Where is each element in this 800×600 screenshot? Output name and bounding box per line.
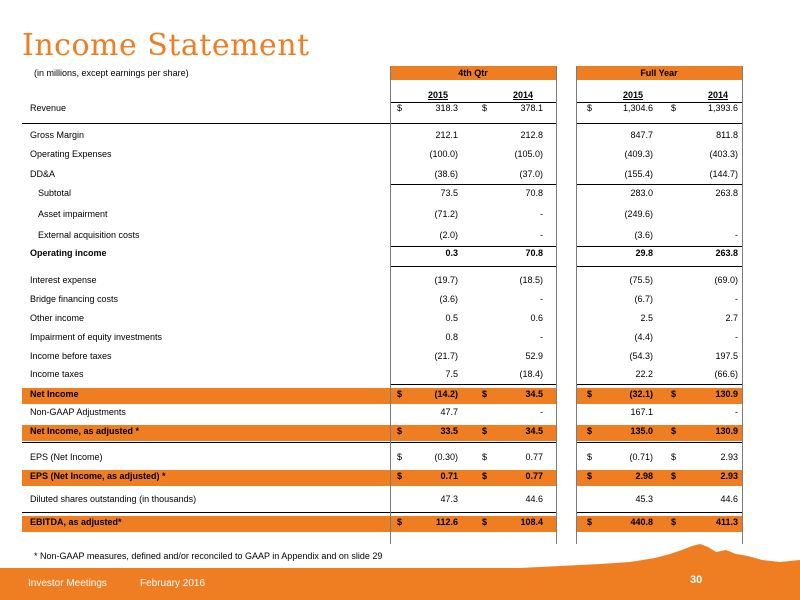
cell-value: - bbox=[540, 294, 543, 304]
cell-value: 0.77 bbox=[525, 471, 543, 481]
row-label: Impairment of equity investments bbox=[30, 332, 163, 342]
cell-value: 2.98 bbox=[635, 471, 653, 481]
cell-value: 34.5 bbox=[525, 389, 543, 399]
currency-symbol: $ bbox=[587, 517, 593, 527]
currency-symbol: $ bbox=[482, 389, 488, 399]
row-label: Asset impairment bbox=[38, 209, 108, 219]
divider bbox=[390, 384, 556, 385]
cell-value: 263.8 bbox=[715, 188, 738, 198]
cell-value: 411.3 bbox=[715, 517, 738, 527]
cell-value: - bbox=[540, 230, 543, 240]
currency-symbol: $ bbox=[587, 452, 593, 462]
row-label: Interest expense bbox=[30, 275, 97, 285]
row-label: EBITDA, as adjusted* bbox=[30, 517, 122, 527]
currency-symbol: $ bbox=[587, 471, 593, 481]
currency-symbol: $ bbox=[482, 452, 488, 462]
cell-value: 135.0 bbox=[630, 426, 653, 436]
cell-value: - bbox=[735, 407, 738, 417]
cell-value: (100.0) bbox=[429, 149, 458, 159]
cell-value: (21.7) bbox=[434, 351, 458, 361]
currency-symbol: $ bbox=[587, 389, 593, 399]
currency-symbol: $ bbox=[587, 426, 593, 436]
footer-bar bbox=[0, 568, 800, 600]
cell-value: 130.9 bbox=[715, 389, 738, 399]
divider bbox=[390, 442, 556, 443]
cell-value: 0.6 bbox=[530, 313, 543, 323]
footnote: * Non-GAAP measures, defined and/or reconciled to GAAP in Appendix and on slide 29 bbox=[34, 551, 383, 561]
divider bbox=[576, 266, 742, 267]
cell-value: (4.4) bbox=[634, 332, 653, 342]
row-label: Income taxes bbox=[30, 369, 84, 379]
cell-value: 1,304.6 bbox=[622, 103, 653, 113]
cell-value: (14.2) bbox=[434, 389, 458, 399]
row-label: Non-GAAP Adjustments bbox=[30, 407, 126, 417]
currency-symbol: $ bbox=[397, 452, 403, 462]
cell-value: 108.4 bbox=[520, 517, 543, 527]
divider bbox=[390, 512, 556, 513]
divider bbox=[576, 123, 742, 124]
column-border bbox=[556, 66, 557, 544]
row-label: Net Income bbox=[30, 389, 79, 399]
row-label: Diluted shares outstanding (in thousands) bbox=[30, 494, 197, 504]
cell-value: 2.93 bbox=[720, 471, 738, 481]
cell-value: - bbox=[540, 332, 543, 342]
footer-event: Investor Meetings bbox=[28, 578, 107, 589]
currency-symbol: $ bbox=[671, 389, 677, 399]
cell-value: (66.6) bbox=[714, 369, 738, 379]
cell-value: 47.3 bbox=[440, 494, 458, 504]
cell-value: 318.3 bbox=[435, 103, 458, 113]
cell-value: 112.6 bbox=[435, 517, 458, 527]
column-group-header: Full Year bbox=[640, 68, 678, 78]
cell-value: 283.0 bbox=[630, 188, 653, 198]
cell-value: (0.30) bbox=[434, 452, 458, 462]
currency-symbol: $ bbox=[671, 471, 677, 481]
currency-symbol: $ bbox=[482, 517, 488, 527]
cell-value: (2.0) bbox=[439, 230, 458, 240]
currency-symbol: $ bbox=[397, 103, 403, 113]
cell-value: 45.3 bbox=[635, 494, 653, 504]
cell-value: (18.4) bbox=[519, 369, 543, 379]
cell-value: 263.8 bbox=[715, 248, 738, 258]
cell-value: 197.5 bbox=[715, 351, 738, 361]
row-label: External acquisition costs bbox=[38, 230, 140, 240]
cell-value: 29.8 bbox=[635, 248, 653, 258]
cell-value: 34.5 bbox=[525, 426, 543, 436]
cell-value: 0.5 bbox=[445, 313, 458, 323]
cell-value: - bbox=[540, 407, 543, 417]
currency-symbol: $ bbox=[397, 517, 403, 527]
divider bbox=[390, 123, 556, 124]
cell-value: (409.3) bbox=[624, 149, 653, 159]
cell-value: 811.8 bbox=[716, 130, 738, 140]
cell-value: (3.6) bbox=[439, 294, 458, 304]
cell-value: 70.8 bbox=[525, 188, 543, 198]
cell-value: (37.0) bbox=[519, 169, 543, 179]
cell-value: (155.4) bbox=[624, 169, 653, 179]
row-label: Bridge financing costs bbox=[30, 294, 119, 304]
divider bbox=[576, 512, 742, 513]
currency-symbol: $ bbox=[397, 471, 403, 481]
currency-symbol: $ bbox=[587, 103, 593, 113]
cell-value: (71.2) bbox=[434, 209, 458, 219]
cell-value: 2.7 bbox=[725, 313, 738, 323]
currency-symbol: $ bbox=[671, 452, 677, 462]
cell-value: 2.93 bbox=[720, 452, 738, 462]
mountain-decoration bbox=[500, 540, 800, 570]
cell-value: (144.7) bbox=[709, 169, 738, 179]
cell-value: 22.2 bbox=[635, 369, 653, 379]
cell-value: (0.71) bbox=[629, 452, 653, 462]
currency-symbol: $ bbox=[671, 103, 677, 113]
cell-value: 212.1 bbox=[435, 130, 458, 140]
page-number: 30 bbox=[690, 574, 703, 586]
cell-value: - bbox=[735, 332, 738, 342]
cell-value: 847.7 bbox=[630, 130, 653, 140]
cell-value: (69.0) bbox=[714, 275, 738, 285]
currency-symbol: $ bbox=[671, 517, 677, 527]
cell-value: 33.5 bbox=[440, 426, 458, 436]
cell-value: - bbox=[735, 294, 738, 304]
footer-date: February 2016 bbox=[140, 578, 206, 589]
slide-subtitle: (in millions, except earnings per share) bbox=[34, 68, 189, 78]
row-label: Net Income, as adjusted * bbox=[30, 426, 140, 436]
cell-value: 212.8 bbox=[520, 130, 543, 140]
cell-value: (19.7) bbox=[434, 275, 458, 285]
column-border bbox=[576, 66, 577, 544]
divider bbox=[576, 246, 742, 247]
cell-value: 0.8 bbox=[445, 332, 458, 342]
year-header: 2014 bbox=[707, 90, 729, 100]
divider bbox=[576, 442, 742, 443]
cell-value: 0.3 bbox=[445, 248, 458, 258]
cell-value: 44.6 bbox=[720, 494, 738, 504]
divider bbox=[390, 266, 556, 267]
currency-symbol: $ bbox=[671, 426, 677, 436]
cell-value: 0.77 bbox=[525, 452, 543, 462]
row-label: Income before taxes bbox=[30, 351, 112, 361]
cell-value: (403.3) bbox=[709, 149, 738, 159]
slide-title: Income Statement bbox=[22, 28, 310, 63]
cell-value: (54.3) bbox=[629, 351, 653, 361]
cell-value: 440.8 bbox=[630, 517, 653, 527]
row-label: Operating income bbox=[30, 248, 107, 258]
row-label: EPS (Net Income) bbox=[30, 452, 103, 462]
cell-value: 44.6 bbox=[525, 494, 543, 504]
cell-value: 0.71 bbox=[440, 471, 458, 481]
cell-value: (3.6) bbox=[634, 230, 653, 240]
cell-value: (38.6) bbox=[434, 169, 458, 179]
currency-symbol: $ bbox=[482, 471, 488, 481]
cell-value: (6.7) bbox=[634, 294, 653, 304]
year-header: 2015 bbox=[427, 90, 449, 100]
divider bbox=[576, 384, 742, 385]
cell-value: (18.5) bbox=[519, 275, 543, 285]
year-header: 2015 bbox=[622, 90, 644, 100]
cell-value: 1,393.6 bbox=[707, 103, 738, 113]
year-header: 2014 bbox=[512, 90, 534, 100]
row-label: DD&A bbox=[30, 169, 56, 179]
currency-symbol: $ bbox=[482, 426, 488, 436]
currency-symbol: $ bbox=[397, 389, 403, 399]
row-label: EPS (Net Income, as adjusted) * bbox=[30, 471, 166, 481]
column-group-header: 4th Qtr bbox=[458, 68, 488, 78]
cell-value: 47.7 bbox=[440, 407, 458, 417]
divider bbox=[22, 512, 390, 513]
cell-value: - bbox=[540, 209, 543, 219]
cell-value: 2.5 bbox=[640, 313, 653, 323]
cell-value: 52.9 bbox=[525, 351, 543, 361]
divider bbox=[390, 246, 556, 247]
row-label: Revenue bbox=[30, 103, 67, 113]
row-label: Gross Margin bbox=[30, 130, 85, 140]
cell-value: - bbox=[735, 230, 738, 240]
currency-symbol: $ bbox=[397, 426, 403, 436]
divider bbox=[576, 184, 742, 185]
cell-value: 130.9 bbox=[715, 426, 738, 436]
cell-value: 70.8 bbox=[525, 248, 543, 258]
cell-value: (75.5) bbox=[629, 275, 653, 285]
row-label: Other income bbox=[30, 313, 85, 323]
cell-value: 378.1 bbox=[520, 103, 543, 113]
cell-value: (249.6) bbox=[624, 209, 653, 219]
row-label: Operating Expenses bbox=[30, 149, 112, 159]
divider bbox=[22, 442, 390, 443]
cell-value: 7.5 bbox=[445, 369, 458, 379]
cell-value: (105.0) bbox=[514, 149, 543, 159]
divider bbox=[390, 184, 556, 185]
column-border bbox=[742, 66, 743, 544]
row-label: Subtotal bbox=[38, 188, 72, 198]
cell-value: (32.1) bbox=[629, 389, 653, 399]
currency-symbol: $ bbox=[482, 103, 488, 113]
cell-value: 73.5 bbox=[440, 188, 458, 198]
cell-value: 167.1 bbox=[630, 407, 653, 417]
divider bbox=[22, 123, 390, 124]
